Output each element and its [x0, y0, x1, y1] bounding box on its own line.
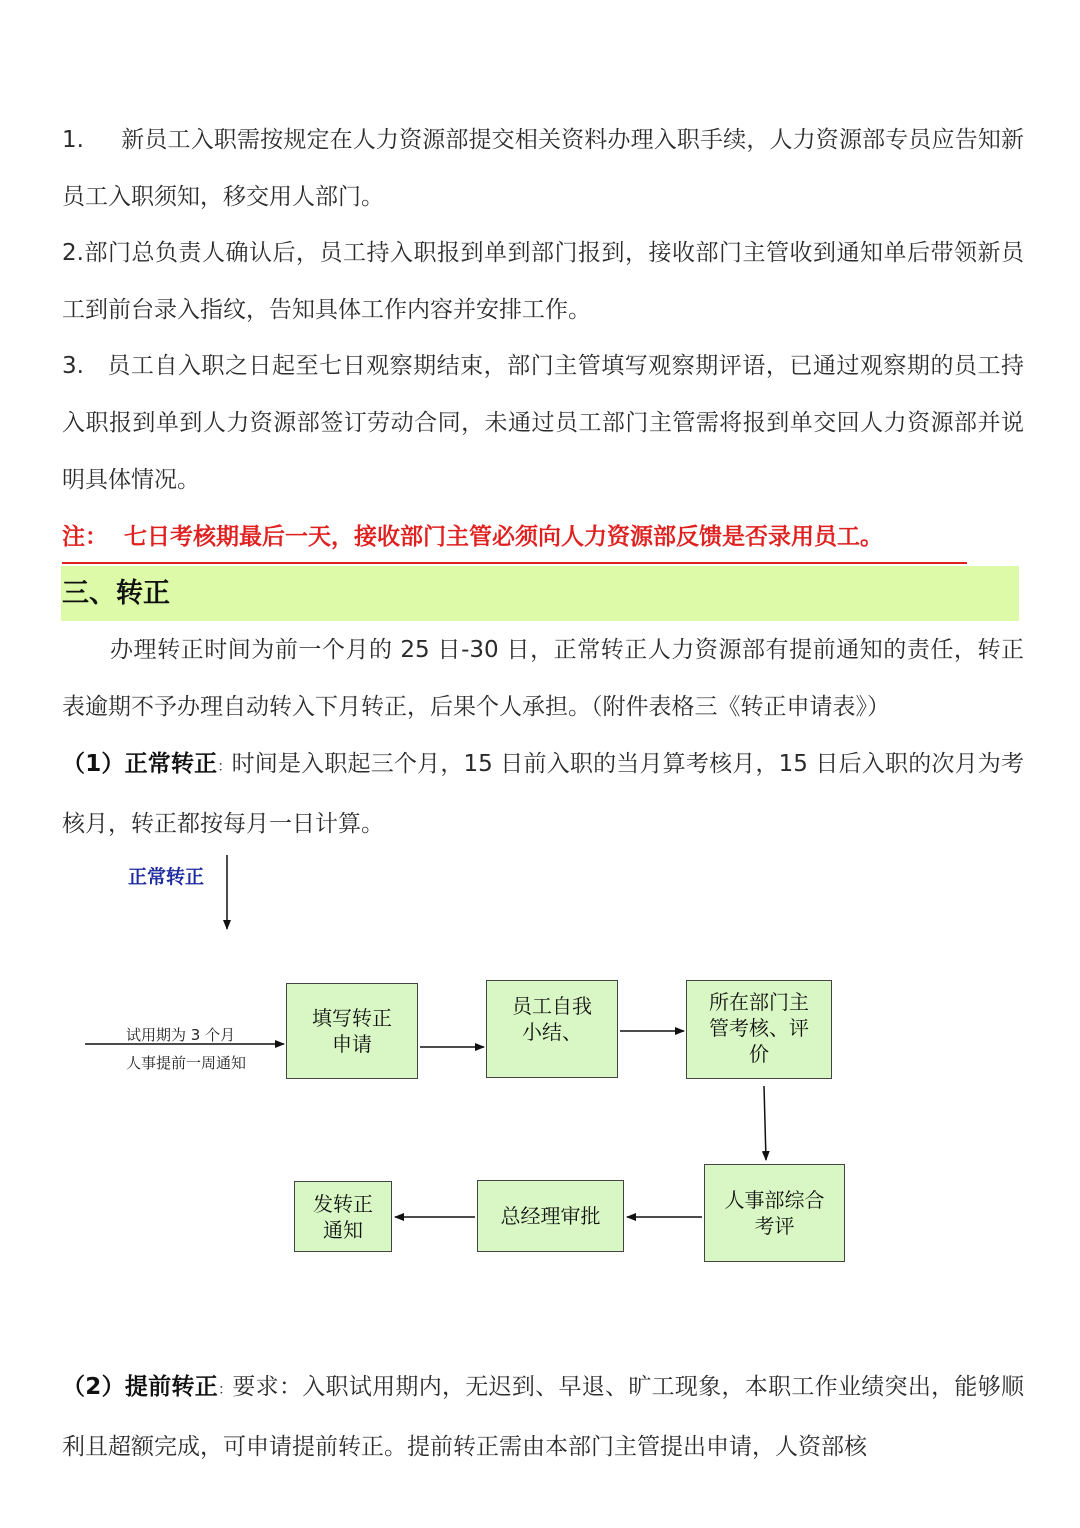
flow-box-fill-apply — [286, 983, 418, 1079]
note-warning: 注： 七日考核期最后一天，接收部门主管必须向人力资源部反馈是否录用员工。 — [62, 512, 967, 564]
flow-box-hr-review-line-2: 考评 — [754, 1214, 795, 1238]
normal-regularization-separator: ： — [217, 759, 232, 775]
flow-box-fill-apply-line-1: 填写转正 — [312, 1006, 392, 1030]
flow-box-dept-review — [686, 980, 832, 1079]
flow-box-fill-apply-line-2: 申请 — [332, 1032, 372, 1056]
flowchart-title: 正常转正 — [128, 866, 205, 888]
early-regularization-text: 要求：入职试用期内，无迟到、早退、旷工现象，本职工作业绩突出，能够顺利且超额完成，可申请提前转正。提前转正需由本部门主管提出申请，人资部核 — [62, 1374, 1025, 1460]
paragraph-3: 3. 员工自入职之日起至七日观察期结束，部门主管填写观察期评语，已通过观察期的员工持入职报到单到人力资源部签订劳动合同，未通过员工部门主管需将报到单交回人力资源部并说明具体情况。 — [62, 353, 1024, 493]
normal-regularization-label: （1）正常转正 — [62, 751, 218, 777]
flow-box-gm-approve-line-1: 总经理审批 — [500, 1204, 601, 1228]
early-regularization-label: （2）提前转正 — [62, 1374, 219, 1400]
paragraph-2: 2.部门总负责人确认后，员工持入职报到单到部门报到，接收部门主管收到通知单后带领新员工到前台录入指纹，告知具体工作内容并安排工作。 — [62, 240, 1024, 323]
flow-box-notice — [294, 1181, 392, 1252]
section-title: 三、转正 — [62, 578, 170, 609]
normal-regularization-text: 时间是入职起三个月，15 日前入职的当月算考核月，15 日后入职的次月为考核月，转正都按每月一日计算。 — [62, 751, 1024, 837]
section-intro: 办理转正时间为前一个月的 25 日-30 日，正常转正人力资源部有提前通知的责任，转正表逾期不予办理自动转入下月转正，后果个人承担。（附件表格三《转正申请表》） — [62, 637, 1024, 720]
flow-box-self-summary-line-2: 小结、 — [522, 1020, 582, 1044]
early-regularization-paragraph — [62, 1359, 1024, 1476]
early-regularization-separator: ： — [218, 1382, 233, 1398]
arrow-dept-to-hr — [764, 1086, 766, 1160]
flow-box-dept-review-line-2: 管考核、评 — [709, 1016, 809, 1040]
flow-input-label-2: 人事提前一周通知 — [126, 1054, 247, 1072]
flow-box-notice-line-2: 通知 — [323, 1217, 363, 1242]
flow-box-self-summary-line-1: 员工自我 — [512, 994, 592, 1018]
flow-box-dept-review-line-1: 所在部门主 — [709, 990, 809, 1014]
flow-box-dept-review-line-3: 价 — [749, 1042, 769, 1066]
flow-box-hr-review-line-1: 人事部综合 — [724, 1188, 825, 1212]
flow-box-hr-review — [704, 1164, 845, 1262]
section-heading-bar — [61, 566, 1019, 621]
flow-box-gm-approve — [477, 1180, 624, 1252]
flow-box-notice-line-1: 发转正 — [313, 1191, 373, 1216]
flow-box-self-summary — [486, 980, 618, 1078]
normal-regularization-paragraph — [62, 736, 1024, 853]
paragraph-1: 1. 新员工入职需按规定在人力资源部提交相关资料办理入职手续，人力资源部专员应告知新员工入职须知，移交用人部门。 — [62, 127, 1024, 210]
flow-input-label-1: 试用期为 3 个月 — [126, 1026, 236, 1044]
